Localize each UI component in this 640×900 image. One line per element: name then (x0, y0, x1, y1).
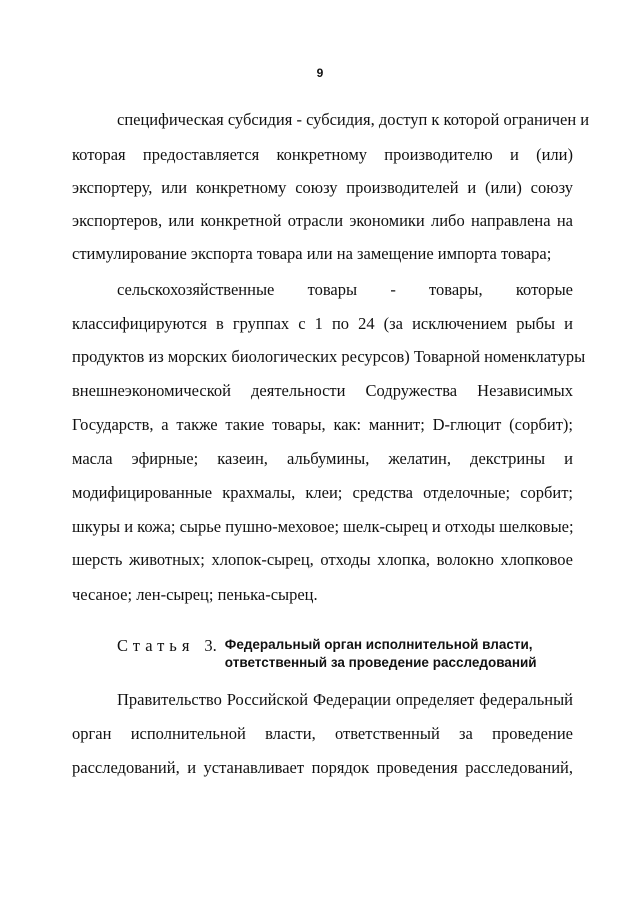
paragraph-line: специфическая субсидия - субсидия, доступ к которой ограничен и (117, 110, 590, 129)
paragraph-line: орган исполнительной власти, ответственный за проведение (72, 724, 573, 743)
paragraph-line: Государств, а также такие товары, как: маннит; D-глюцит (сорбит); (72, 415, 573, 434)
paragraph-line: внешнеэкономической деятельности Содружества Независимых (72, 381, 573, 400)
paragraph-line: шерсть животных; хлопок-сырец, отходы хлопка, волокно хлопковое (72, 550, 573, 569)
paragraph-line: сельскохозяйственные товары - товары, которые (117, 280, 573, 299)
paragraph-line: экспортеров, или конкретной отрасли экономики либо направлена на (72, 211, 573, 230)
paragraph-line: классифицируются в группах с 1 по 24 (за исключением рыбы и (72, 314, 573, 333)
page-number: 9 (316, 66, 324, 80)
paragraph-line: стимулирование экспорта товара или на замещение импорта товара; (72, 244, 552, 263)
paragraph-line: продуктов из морских биологических ресурсов) Товарной номенклатуры (72, 347, 586, 366)
paragraph-line: масла эфирные; казеин, альбумины, желатин, декстрины и (72, 449, 573, 468)
article-title-line: ответственный за проведение расследований (224, 655, 537, 670)
paragraph-line: Правительство Российской Федерации определяет федеральный (117, 690, 573, 709)
paragraph-line: модифицированные крахмалы, клеи; средства отделочные; сорбит; (72, 483, 573, 502)
article-title-line: Федеральный орган исполнительной власти, (224, 637, 533, 652)
paragraph-line: экспортеру, или конкретному союзу производителей и (или) союзу (72, 178, 573, 197)
paragraph-line: расследований, и устанавливает порядок проведения расследований, (72, 758, 573, 777)
paragraph-line: которая предоставляется конкретному производителю и (или) (72, 145, 573, 164)
article-label: Статья (117, 636, 195, 655)
paragraph-line: чесаное; лен-сырец; пенька-сырец. (72, 585, 318, 604)
article-number: 3. (204, 636, 217, 655)
article-title (225, 636, 537, 672)
paragraph-line: шкуры и кожа; сырье пушно-меховое; шелк-сырец и отходы шелковые; (72, 517, 574, 536)
article-heading (117, 636, 537, 672)
